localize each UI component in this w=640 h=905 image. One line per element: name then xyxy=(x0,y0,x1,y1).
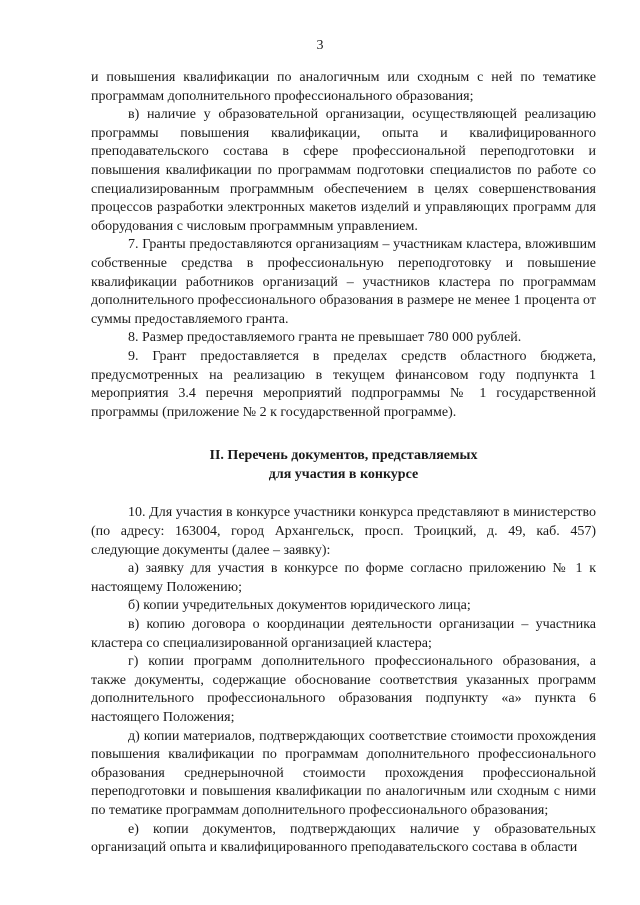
section-heading-line-1: II. Перечень документов, представляемых xyxy=(209,448,478,464)
paragraph-item-e: е) копии документов, подтверждающих наличие у образовательных организаций опыта и квалифицированного преподавательского состава в области xyxy=(91,821,596,856)
paragraph-item-g: г) копии программ дополнительного профессионального образования, а также документы, содержащие обоснование соответствия указанных программ дополнительного профессионального образования подпункту «а» пункта 6 настоящего Положения; xyxy=(91,654,596,725)
page-number: 3 xyxy=(316,38,324,53)
paragraph-item-v2: в) копию договора о координации деятельности организации – участника кластера со специализированной организацией кластера; xyxy=(91,617,596,651)
paragraph-item-b: б) копии учредительных документов юридического лица; xyxy=(128,598,471,614)
paragraph-7: 7. Гранты предоставляются организациям – участникам кластера, вложившим собственные средства в профессиональную переподготовку и повышение квалификации работников организаций – участников кластера по программам дополнительного профессионального образования в размере не менее 1 процента от суммы предоставляемого гранта. xyxy=(91,237,596,327)
section-heading xyxy=(91,447,596,484)
section-heading-line-2: для участия в конкурсе xyxy=(268,466,419,482)
paragraph-continuation: и повышения квалификации по аналогичным или сходным с ней по тематике программам дополнительного профессионального образования; xyxy=(91,70,596,104)
paragraph-10: 10. Для участия в конкурсе участники конкурса представляют в министерство (по адресу: 163004, город Архангельск, просп. Троицкий, д. 49, каб. 457) следующие документы (далее – заявку): xyxy=(91,505,596,558)
paragraph-item-a: а) заявку для участия в конкурсе по форме согласно приложению № 1 к настоящему Положению; xyxy=(91,561,596,595)
paragraph-9: 9. Грант предоставляется в пределах средств областного бюджета, предусмотренных на реализацию в текущем финансовом году подпункта 1 мероприятия 3.4 перечня мероприятий подпрограммы № 1 государственной программы (приложение № 2 к государственной программе). xyxy=(91,348,596,420)
paragraph-8: 8. Размер предоставляемого гранта не превышает 780 000 рублей. xyxy=(128,330,522,346)
paragraph-item-v: в) наличие у образовательной организации, осуществляющей реализацию программы повышения квалификации, опыта и квалифицированного преподавательского состава в сфере профессиональной переподготовки и повышения квалификации по программам подготовки специалистов по работе со специализированным программным обеспечением в целях совершенствования процессов разработки электронных макетов изделий и управляющих программ для оборудования с числовым программным управлением. xyxy=(91,107,596,234)
paragraph-item-d: д) копии материалов, подтверждающих соответствие стоимости прохождения повышения квалификации по программам дополнительного профессионального образования среднерыночной стоимости прохождения профессиональной переподготовки и повышения квалификации по аналогичным или сходным с ними по тематике программам дополнительного профессионального образования; xyxy=(91,728,596,818)
document-body xyxy=(91,69,596,858)
